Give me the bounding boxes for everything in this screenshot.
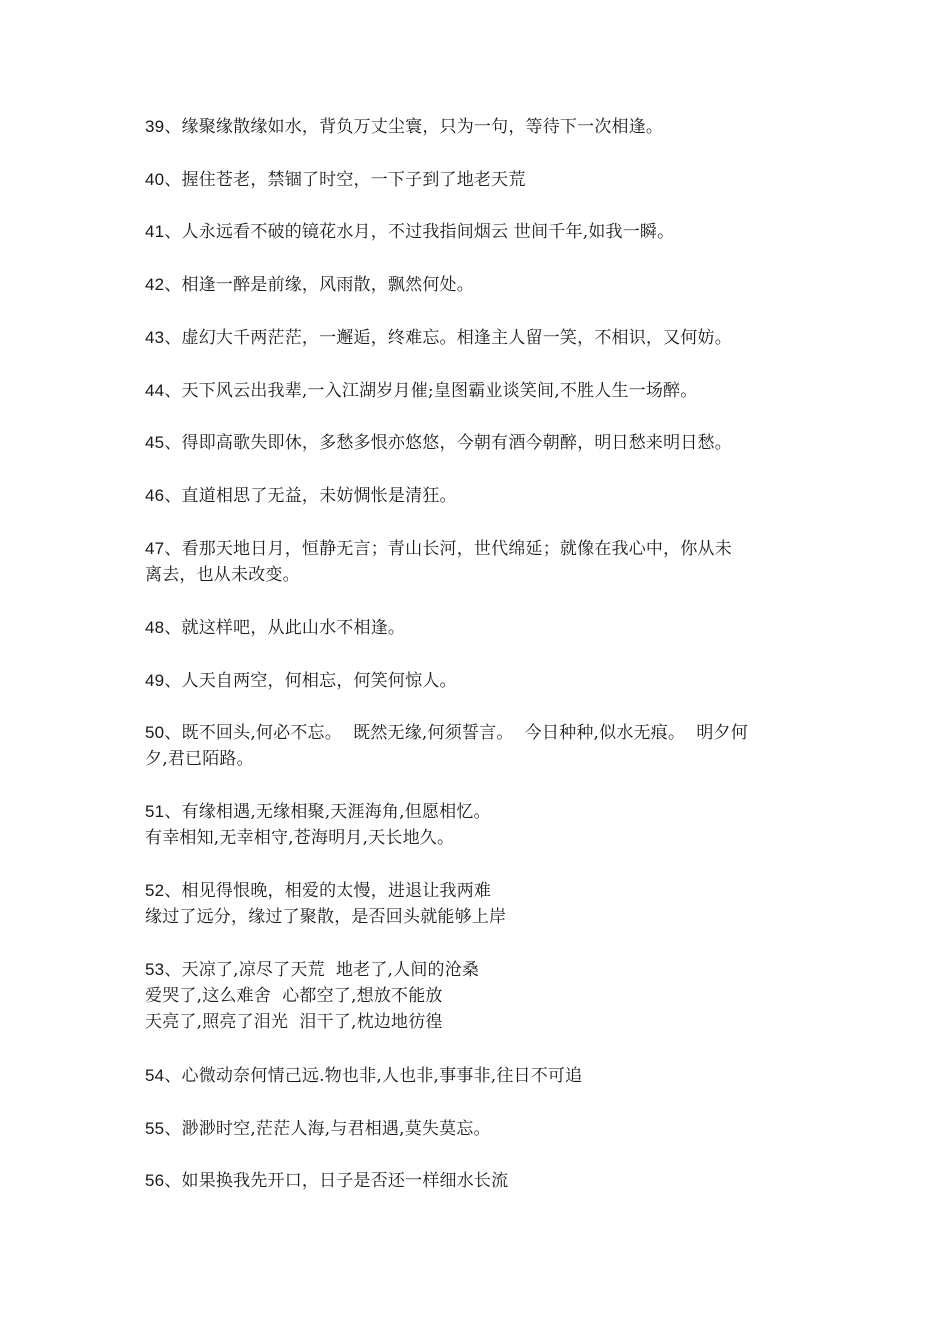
entry-51 xyxy=(145,799,810,851)
entry-number: 49 xyxy=(145,671,165,690)
entry-line xyxy=(145,430,810,456)
entry-line xyxy=(145,957,810,983)
entry-text: 心微动奈何情己远.物也非,人也非,事事非,往日不可追 xyxy=(181,1066,583,1086)
entry-text: 握住苍老，禁锢了时空，一下子到了地老天荒 xyxy=(181,170,526,190)
entry-text: 渺渺时空,茫茫人海,与君相遇,莫失莫忘。 xyxy=(181,1119,491,1139)
entry-56 xyxy=(145,1168,810,1194)
entry-number: 50 xyxy=(145,723,165,742)
entry-line-continued: 爱哭了,这么难舍 心都空了,想放不能放 xyxy=(145,986,443,1006)
entry-text: 人永远看不破的镜花水月，不过我指间烟云 世间千年,如我一瞬。 xyxy=(181,222,675,242)
separator: 、 xyxy=(164,881,182,901)
entry-number: 53 xyxy=(145,960,165,979)
entry-line xyxy=(145,615,810,641)
separator: 、 xyxy=(164,671,182,691)
entry-text: 天凉了,凉尽了天荒 地老了,人间的沧桑 xyxy=(181,960,480,980)
entry-line xyxy=(145,167,810,193)
entry-line-continued: 天亮了,照亮了泪光 泪干了,枕边地彷徨 xyxy=(145,1012,443,1032)
entry-number: 48 xyxy=(145,618,165,637)
entry-number: 56 xyxy=(145,1171,165,1190)
entry-55 xyxy=(145,1116,810,1142)
entry-line xyxy=(145,720,810,746)
entry-text: 相逢一醉是前缘，风雨散，飘然何处。 xyxy=(181,275,474,295)
entry-line xyxy=(145,325,810,351)
entry-50 xyxy=(145,720,810,772)
entry-number: 43 xyxy=(145,328,165,347)
separator: 、 xyxy=(164,275,182,295)
entry-line xyxy=(145,483,810,509)
entry-line-continued: 夕,君已陌路。 xyxy=(145,749,254,769)
entry-line-continued: 离去，也从未改变。 xyxy=(145,565,300,585)
entry-53 xyxy=(145,957,810,1035)
entry-number: 40 xyxy=(145,170,165,189)
separator: 、 xyxy=(164,381,182,401)
entry-text: 虚幻大千两茫茫，一邂逅，终难忘。相逢主人留一笑，不相识，又何妨。 xyxy=(181,328,732,348)
entry-number: 46 xyxy=(145,486,165,505)
entry-text: 就这样吧，从此山水不相逢。 xyxy=(181,618,406,638)
entry-line-continued: 有幸相知,无幸相守,苍海明月,天长地久。 xyxy=(145,828,455,848)
entry-text: 缘聚缘散缘如水，背负万丈尘寰，只为一句，等待下一次相逢。 xyxy=(181,117,664,137)
entry-54 xyxy=(145,1063,810,1089)
entry-43 xyxy=(145,325,810,351)
entry-40 xyxy=(145,167,810,193)
entry-52 xyxy=(145,878,810,930)
separator: 、 xyxy=(164,618,182,638)
entry-number: 52 xyxy=(145,881,165,900)
entry-text: 人天自两空，何相忘，何笑何惊人。 xyxy=(181,671,457,691)
entry-45 xyxy=(145,430,810,456)
separator: 、 xyxy=(164,539,182,559)
separator: 、 xyxy=(164,1119,182,1139)
entry-text: 得即高歌失即休，多愁多恨亦悠悠，今朝有酒今朝醉，明日愁来明日愁。 xyxy=(181,433,732,453)
entry-text: 直道相思了无益，未妨惆怅是清狂。 xyxy=(181,486,457,506)
separator: 、 xyxy=(164,1171,182,1191)
entry-number: 39 xyxy=(145,117,165,136)
entry-41 xyxy=(145,219,810,245)
entry-line xyxy=(145,668,810,694)
separator: 、 xyxy=(164,117,182,137)
entry-number: 55 xyxy=(145,1119,165,1138)
entry-number: 44 xyxy=(145,381,165,400)
entry-line-continued: 缘过了远分，缘过了聚散，是否回头就能够上岸 xyxy=(145,907,507,927)
entry-line xyxy=(145,272,810,298)
separator: 、 xyxy=(164,170,182,190)
entry-text: 天下风云出我辈,一入江湖岁月催;皇图霸业谈笑间,不胜人生一场醉。 xyxy=(181,381,698,401)
entry-number: 47 xyxy=(145,539,165,558)
entry-text: 如果换我先开口，日子是否还一样细水长流 xyxy=(181,1171,509,1191)
entry-44 xyxy=(145,378,810,404)
entry-46 xyxy=(145,483,810,509)
entry-49 xyxy=(145,668,810,694)
entry-line xyxy=(145,1116,810,1142)
separator: 、 xyxy=(164,723,182,743)
entry-line xyxy=(145,114,810,140)
entry-47 xyxy=(145,536,810,588)
entry-number: 42 xyxy=(145,275,165,294)
entry-number: 45 xyxy=(145,433,165,452)
separator: 、 xyxy=(164,433,182,453)
separator: 、 xyxy=(164,328,182,348)
entry-line xyxy=(145,378,810,404)
entry-text: 有缘相遇,无缘相聚,天涯海角,但愿相忆。 xyxy=(181,802,491,822)
separator: 、 xyxy=(164,960,182,980)
entry-48 xyxy=(145,615,810,641)
entry-text: 相见得恨晚，相爱的太慢，进退让我两难 xyxy=(181,881,492,901)
separator: 、 xyxy=(164,1066,182,1086)
entry-text: 看那天地日月，恒静无言；青山长河，世代绵延；就像在我心中，你从未 xyxy=(181,539,732,559)
entry-line xyxy=(145,878,810,904)
entry-text: 既不回头,何必不忘。 既然无缘,何须誓言。 今日种种,似水无痕。 明夕何 xyxy=(181,723,748,743)
entry-line xyxy=(145,536,810,562)
separator: 、 xyxy=(164,486,182,506)
entry-number: 41 xyxy=(145,222,165,241)
entry-line xyxy=(145,799,810,825)
entry-line xyxy=(145,219,810,245)
separator: 、 xyxy=(164,802,182,822)
entry-39 xyxy=(145,114,810,140)
separator: 、 xyxy=(164,222,182,242)
entry-number: 54 xyxy=(145,1066,165,1085)
entry-line xyxy=(145,1063,810,1089)
entry-line xyxy=(145,1168,810,1194)
entry-42 xyxy=(145,272,810,298)
entry-number: 51 xyxy=(145,802,165,821)
